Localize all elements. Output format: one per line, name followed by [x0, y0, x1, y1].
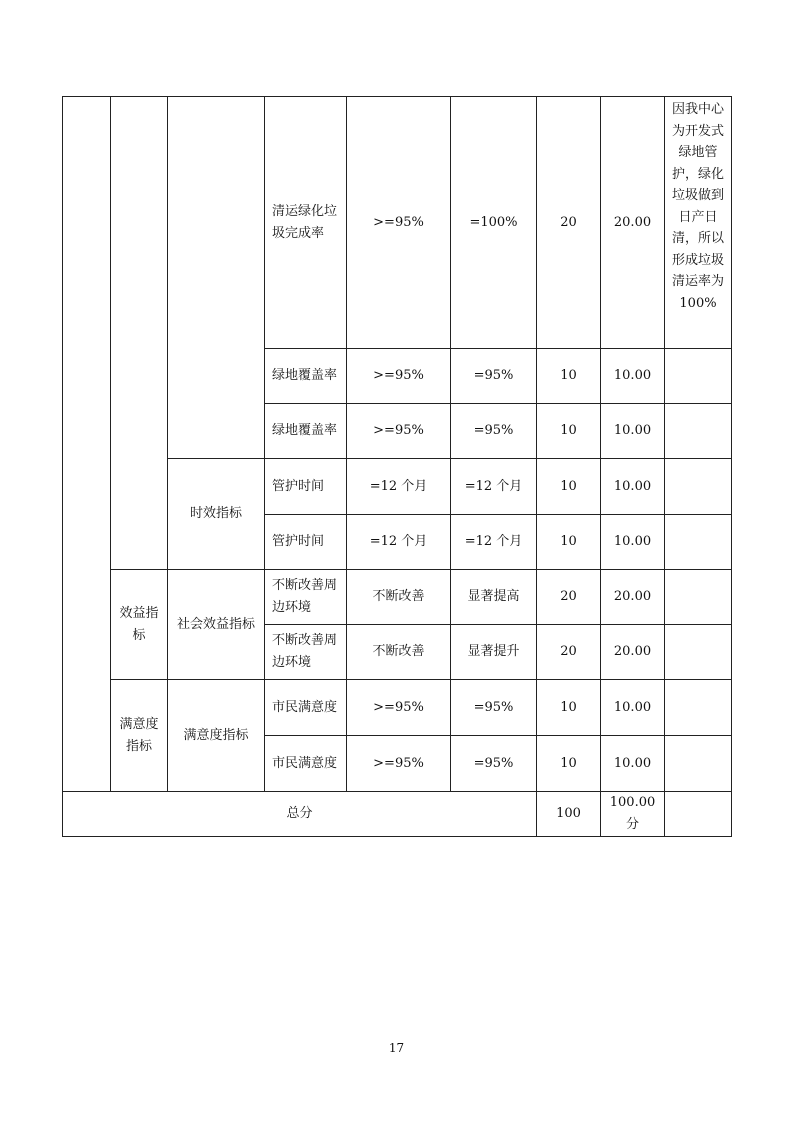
weight-cell: 10 — [537, 515, 601, 570]
indicator-cell: 绿地覆盖率 — [265, 349, 347, 404]
note-cell — [665, 680, 732, 736]
indicator-cell: 市民满意度 — [265, 680, 347, 736]
total-note-cell — [665, 792, 732, 837]
total-score: 100.00分 — [601, 792, 665, 837]
weight-cell: 20 — [537, 625, 601, 680]
indicator-cell: 清运绿化垃圾完成率 — [265, 97, 347, 349]
score-cell: 10.00 — [601, 515, 665, 570]
score-cell: 10.00 — [601, 404, 665, 459]
indicator-cell: 市民满意度 — [265, 736, 347, 792]
page-number: 17 — [388, 1041, 405, 1055]
note-cell — [665, 404, 732, 459]
group-timeliness: 时效指标 — [168, 459, 265, 570]
target-cell: >=95% — [347, 97, 451, 349]
level3-cell-quality — [168, 97, 265, 459]
score-cell: 10.00 — [601, 459, 665, 515]
note-cell — [665, 736, 732, 792]
score-cell: 20.00 — [601, 570, 665, 625]
actual-cell: =12 个月 — [451, 515, 537, 570]
note-cell — [665, 459, 732, 515]
note-cell — [665, 349, 732, 404]
weight-cell: 20 — [537, 97, 601, 349]
target-cell: 不断改善 — [347, 625, 451, 680]
total-label: 总分 — [63, 792, 537, 837]
target-cell: =12 个月 — [347, 459, 451, 515]
target-cell: >=95% — [347, 680, 451, 736]
indicator-cell: 管护时间 — [265, 459, 347, 515]
score-cell: 20.00 — [601, 625, 665, 680]
level2-cell-output — [111, 97, 168, 570]
group-social-benefit: 社会效益指标 — [168, 570, 265, 680]
actual-cell: =95% — [451, 404, 537, 459]
note-cell — [665, 570, 732, 625]
group-benefit: 效益指标 — [111, 570, 168, 680]
weight-cell: 20 — [537, 570, 601, 625]
target-cell: >=95% — [347, 736, 451, 792]
target-cell: 不断改善 — [347, 570, 451, 625]
group-satisfaction: 满意度指标 — [111, 680, 168, 792]
weight-cell: 10 — [537, 349, 601, 404]
note-cell: 因我中心为开发式绿地管护，绿化垃圾做到日产日清，所以形成垃圾清运率为100% — [665, 97, 732, 349]
score-cell: 20.00 — [601, 97, 665, 349]
indicator-cell: 绿地覆盖率 — [265, 404, 347, 459]
target-cell: >=95% — [347, 349, 451, 404]
score-cell: 10.00 — [601, 680, 665, 736]
score-cell: 10.00 — [601, 349, 665, 404]
actual-cell: =95% — [451, 349, 537, 404]
actual-cell: 显著提升 — [451, 625, 537, 680]
score-cell: 10.00 — [601, 736, 665, 792]
target-cell: >=95% — [347, 404, 451, 459]
note-cell — [665, 625, 732, 680]
actual-cell: =95% — [451, 680, 537, 736]
weight-cell: 10 — [537, 459, 601, 515]
weight-cell: 10 — [537, 404, 601, 459]
group-satisfaction-sub: 满意度指标 — [168, 680, 265, 792]
target-cell: =12 个月 — [347, 515, 451, 570]
indicator-cell: 管护时间 — [265, 515, 347, 570]
level1-cell — [63, 97, 111, 792]
actual-cell: =12 个月 — [451, 459, 537, 515]
weight-cell: 10 — [537, 736, 601, 792]
note-cell — [665, 515, 732, 570]
indicator-cell: 不断改善周边环境 — [265, 570, 347, 625]
weight-cell: 10 — [537, 680, 601, 736]
actual-cell: =100% — [451, 97, 537, 349]
indicator-cell: 不断改善周边环境 — [265, 625, 347, 680]
actual-cell: =95% — [451, 736, 537, 792]
performance-table — [62, 96, 732, 837]
actual-cell: 显著提高 — [451, 570, 537, 625]
total-weight: 100 — [537, 792, 601, 837]
